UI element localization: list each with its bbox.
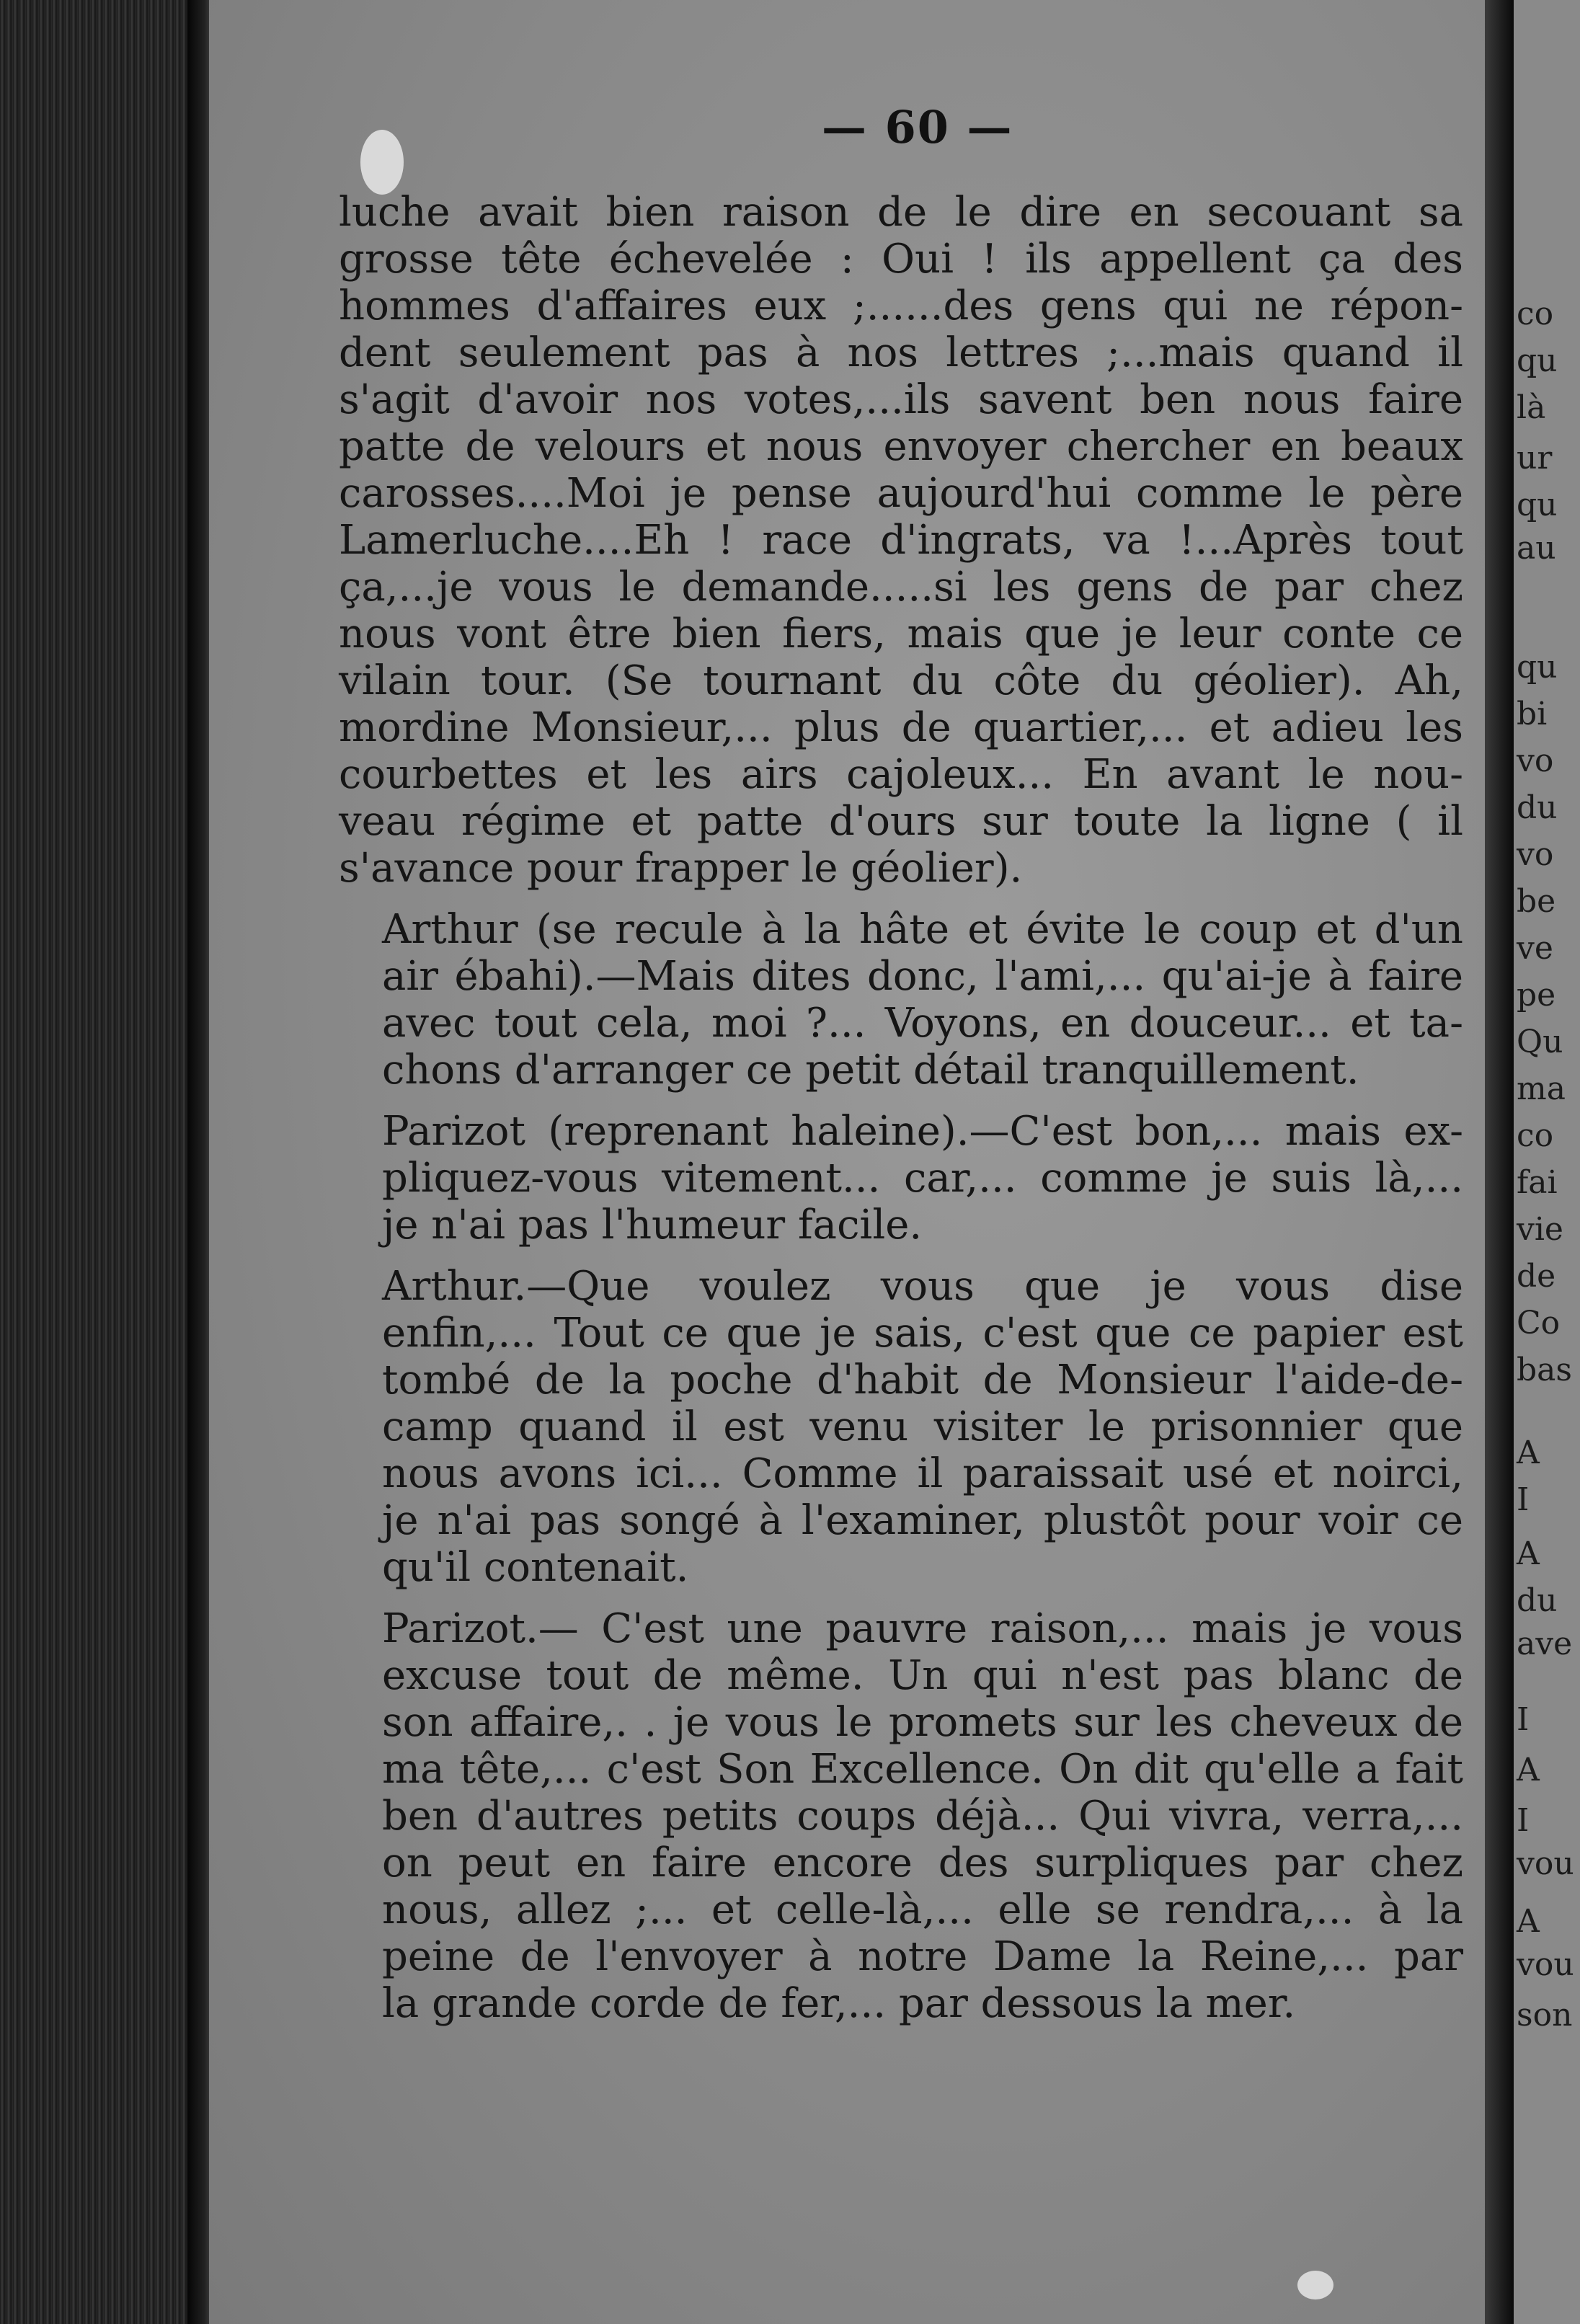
paragraph [339,906,1463,1094]
facing-page-edge [1514,0,1580,2324]
text-line: grosse tête échevelée : Oui ! ils appellent ça des [339,236,1463,283]
text-line: patte de velours et nous envoyer chercher en beaux [339,423,1463,470]
facing-page-fragment: qu [1517,342,1558,379]
facing-page-fragment: ave [1517,1626,1573,1662]
text-line: Parizot (reprenant haleine).—C'est bon,... mais ex- [382,1108,1463,1155]
facing-page-fragment: A [1517,1434,1540,1471]
text-line: dent seulement pas à nos lettres ;...mais quand il [339,329,1463,376]
facing-page-fragment: bi [1517,696,1548,732]
book-page-edges [0,0,216,2324]
text-line: son affaire,. . je vous le promets sur les cheveux de [382,1699,1463,1746]
facing-page-fragment: ve [1517,930,1553,967]
facing-page-fragment: ma [1517,1070,1566,1107]
facing-page-fragment: vou [1517,1845,1574,1882]
paragraph [339,189,1463,892]
text-line: ben d'autres petits coups déjà... Qui vivra, verra,... [382,1793,1463,1840]
page-fold-shadow [1485,0,1514,2324]
facing-page-fragment: du [1517,789,1558,826]
facing-page-fragment: vo [1517,742,1554,779]
facing-page-fragment: I [1517,1481,1530,1518]
facing-page-fragment: fai [1517,1164,1558,1201]
text-line: qu'il contenait. [382,1544,689,1591]
scan-blemish [360,130,404,195]
text-line: ça,...je vous le demande.....si les gens de par chez [339,564,1463,611]
facing-page-fragment: I [1517,1701,1530,1738]
body-text [339,189,1463,2027]
facing-page-fragment: co [1517,296,1554,332]
scan-blemish [1297,2271,1333,2299]
facing-page-fragment: qu [1517,649,1558,686]
text-line: camp quand il est venu visiter le prisonnier que [382,1403,1463,1450]
text-line: air ébahi).—Mais dites donc, l'ami,... qu'ai-je à faire [382,953,1463,1000]
facing-page-fragment: Co [1517,1305,1561,1341]
text-line: nous avons ici... Comme il paraissait usé et noirci, [382,1450,1463,1497]
paragraph [339,1108,1463,1249]
text-line: s'agit d'avoir nos votes,...ils savent ben nous faire [339,376,1463,423]
text-line: avec tout cela, moi ?... Voyons, en douceur... et ta- [382,1000,1463,1047]
text-line: nous, allez ;... et celle-là,... elle se rendra,... à la [382,1886,1463,1933]
text-line: excuse tout de même. Un qui n'est pas blanc de [382,1652,1463,1699]
text-line: courbettes et les airs cajoleux... En avant le nou- [339,751,1463,798]
text-line: Arthur (se recule à la hâte et évite le coup et d'un [382,906,1463,953]
facing-page-fragment: ur [1517,440,1553,476]
text-line: hommes d'affaires eux ;......des gens qui ne répon- [339,283,1463,329]
text-line: peine de l'envoyer à notre Dame la Reine,... par [382,1933,1463,1980]
facing-page-fragment: du [1517,1582,1558,1619]
page-number: — 60 — [822,101,1013,154]
text-line: s'avance pour frapper le géolier). [339,845,1023,892]
text-line: veau régime et patte d'ours sur toute la ligne ( il [339,798,1463,845]
text-line: on peut en faire encore des surpliques par chez [382,1840,1463,1886]
facing-page-fragment: co [1517,1117,1554,1154]
facing-page-fragment: là [1517,389,1546,426]
paragraph [339,1605,1463,2027]
text-line: tombé de la poche d'habit de Monsieur l'aide-de- [382,1357,1463,1403]
text-line: enfin,... Tout ce que je sais, c'est que ce papier est [382,1310,1463,1357]
text-line: la grande corde de fer,... par dessous la mer. [382,1980,1296,2027]
text-line: mordine Monsieur,... plus de quartier,... et adieu les [339,704,1463,751]
facing-page-fragment: be [1517,883,1556,920]
text-line: je n'ai pas songé à l'examiner, plustôt pour voir ce [382,1497,1463,1544]
text-line: luche avait bien raison de le dire en secouant sa [339,189,1463,236]
facing-page-fragment: vo [1517,836,1554,873]
facing-page-fragment: de [1517,1258,1556,1295]
facing-page-fragment: bas [1517,1352,1572,1388]
facing-page-fragment: son [1517,1997,1573,2034]
text-line: ma tête,... c'est Son Excellence. On dit qu'elle a fait [382,1746,1463,1793]
facing-page-fragment: au [1517,530,1556,567]
facing-page-fragment: A [1517,1752,1540,1788]
text-line: nous vont être bien fiers, mais que je leur conte ce [339,611,1463,657]
text-line: chons d'arranger ce petit détail tranquillement. [382,1047,1359,1094]
facing-page-fragment: vou [1517,1946,1574,1983]
facing-page-fragment: I [1517,1802,1530,1839]
paragraph [339,1263,1463,1591]
text-line: je n'ai pas l'humeur facile. [382,1202,923,1249]
facing-page-fragment: A [1517,1903,1540,1940]
text-line: carosses....Moi je pense aujourd'hui comme le père [339,470,1463,517]
text-line: Arthur.—Que voulez vous que je vous dise [382,1263,1463,1310]
facing-page-fragment: A [1517,1535,1540,1572]
text-line: Parizot.— C'est une pauvre raison,... mais je vous [382,1605,1463,1652]
text-line: Lamerluche....Eh ! race d'ingrats, va !...Après tout [339,517,1463,564]
text-line: vilain tour. (Se tournant du côte du géolier). Ah, [339,657,1463,704]
facing-page-fragment: qu [1517,487,1558,523]
text-line: pliquez-vous vitement... car,... comme je suis là,... [382,1155,1463,1202]
facing-page-fragment: vie [1517,1211,1563,1248]
facing-page-fragment: pe [1517,977,1556,1014]
facing-page-fragment: Qu [1517,1024,1563,1060]
